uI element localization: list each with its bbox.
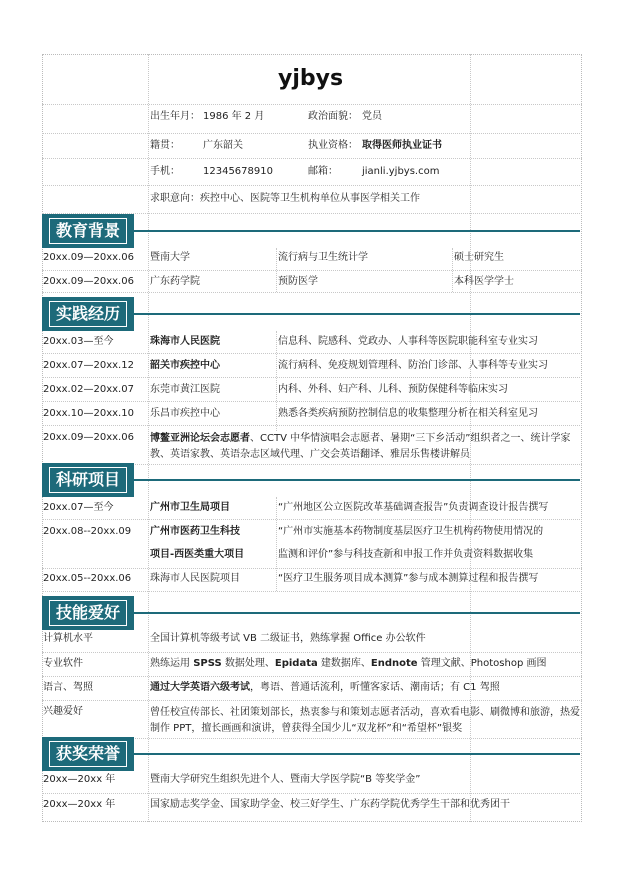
award-desc: 国家励志奖学金、国家助学金、校三好学生、广东药学院优秀学生干部和优秀团干 [150,799,510,810]
edu-degree: 本科医学学士 [454,276,514,287]
section-bar [134,753,580,755]
grid-line [42,133,582,134]
grid-line [42,676,582,677]
grid-line [42,185,582,186]
job-intent: 求职意向：疾控中心、医院等卫生机构单位从事医学相关工作 [150,193,420,204]
origin-value: 广东韶关 [203,140,243,151]
edu-date: 20xx.09—20xx.06 [43,252,134,263]
grid-line [42,591,582,592]
award-date: 20xx—20xx 年 [43,799,116,810]
grid-line [42,353,582,354]
research-date: 20xx.08--20xx.09 [43,526,132,537]
section-practice [42,297,582,331]
grid-line [276,497,277,591]
edu-date: 20xx.09—20xx.06 [43,276,134,287]
skill-value: 曾任校宣传部长、社团策划部长，热衷参与和策划志愿者活动，喜欢看电影、刷微博和旅游，热爱制作 PPT，擅长画画和演讲，曾获得全国少儿“双龙杯”和“希望杯”银奖 [150,707,580,734]
research-desc: “广州地区公立医院改革基础调查报告”负责调查设计报告撰写 [278,502,549,513]
practice-org: 乐昌市疾控中心 [150,408,220,419]
award-desc: 暨南大学研究生组织先进个人、暨南大学医学院“B 等奖学金” [150,774,421,785]
practice-date: 20xx.10—20xx.10 [43,408,134,419]
section-title: 实践经历 [42,297,134,331]
section-bar [134,612,580,614]
section-title: 教育背景 [42,214,134,248]
birth-label: 出生年月： [150,111,200,122]
research-org: 项目-西医类重大项目 [150,549,245,560]
grid-line [42,158,582,159]
grid-line [276,331,277,431]
practice-date: 20xx.02—20xx.07 [43,384,134,395]
skill-label: 兴趣爱好 [43,706,83,717]
practice-date: 20xx.07—20xx.12 [43,360,134,371]
practice-date: 20xx.09—20xx.06 [43,432,134,443]
grid-line [42,104,582,105]
qualification-value: 取得医师执业证书 [362,140,442,151]
section-awards [42,737,582,771]
research-desc: 监测和评价”参与科技查新和申报工作并负责资料数据收集 [278,549,534,560]
practice-desc: 熟悉各类疾病预防控制信息的收集整理分析在相关科室见习 [278,408,538,419]
section-bar [134,479,580,481]
skill-value: 熟练运用 SPSS 数据处理、Epidata 建数据库、Endnote 管理文献、Photoshop 画图 [150,658,547,669]
origin-label: 籍贯： [150,140,180,151]
skill-label: 语言、驾照 [43,682,93,693]
grid-line [42,401,582,402]
grid-line [42,700,582,701]
edu-major: 流行病与卫生统计学 [278,252,368,263]
email-value[interactable]: jianli.yjbys.com [362,166,440,177]
research-date: 20xx.05--20xx.06 [43,573,132,584]
section-bar [134,230,580,232]
research-desc: “医疗卫生服务项目成本测算”参与成本测算过程和报告撰写 [278,573,539,584]
grid-line [42,292,582,293]
section-skills [42,596,582,630]
grid-line [42,568,582,569]
edu-degree: 硕士研究生 [454,252,504,263]
political-label: 政治面貌： [308,111,358,122]
practice-date: 20xx.03—至今 [43,336,114,347]
grid-line [42,519,582,520]
qualification-label: 执业资格： [308,140,358,151]
grid-line [42,270,582,271]
practice-org: 韶关市疾控中心 [150,360,220,371]
grid-line [42,793,582,794]
section-title: 获奖荣誉 [42,737,134,771]
skill-label: 专业软件 [43,658,83,669]
award-date: 20xx—20xx 年 [43,774,116,785]
practice-org: 珠海市人民医院 [150,336,220,347]
skill-label: 计算机水平 [43,633,93,644]
phone-label: 手机： [150,166,180,177]
section-bar [134,313,580,315]
practice-desc: 信息科、院感科、党政办、人事科等医院职能科室专业实习 [278,336,538,347]
practice-desc-long: 博鳌亚洲论坛会志愿者、CCTV 中华情演唱会志愿者、暑期“三下乡活动”组织者之一、统计学家教、英语家教、英语杂志区域代理、广交会英语翻译、雅居乐售楼讲解员 [150,433,571,460]
birth-value: 1986 年 2 月 [203,111,265,122]
edu-school: 暨南大学 [150,252,190,263]
research-date: 20xx.07—至今 [43,502,114,513]
practice-desc: 内科、外科、妇产科、儿科、预防保健科等临床实习 [278,384,508,395]
section-title: 科研项目 [42,463,134,497]
research-org: 广州市医药卫生科技 [150,526,240,537]
section-research [42,463,582,497]
research-org: 珠海市人民医院项目 [150,573,240,584]
section-title: 技能爱好 [42,596,134,630]
research-desc: “广州市实施基本药物制度基层医疗卫生机构药物使用情况的 [278,526,544,537]
phone-value: 12345678910 [203,166,273,177]
research-org: 广州市卫生局项目 [150,502,230,513]
section-education [42,214,582,248]
grid-line [42,425,582,426]
grid-line [148,54,149,822]
practice-desc: 流行病科、免疫规划管理科、防治门诊部、人事科等专业实习 [278,360,548,371]
grid-line [42,652,582,653]
candidate-name: yjbys [278,66,344,91]
email-label: 邮箱： [308,166,338,177]
edu-school: 广东药学院 [150,276,200,287]
edu-major: 预防医学 [278,276,318,287]
skill-value: 通过大学英语六级考试，粤语、普通话流利，听懂客家话、潮南话；有 C1 驾照 [150,682,500,693]
grid-line [42,377,582,378]
practice-org: 东莞市黄江医院 [150,384,220,395]
political-value: 党员 [362,111,382,122]
skill-value: 全国计算机等级考试 VB 二级证书，熟练掌握 Office 办公软件 [150,633,426,644]
